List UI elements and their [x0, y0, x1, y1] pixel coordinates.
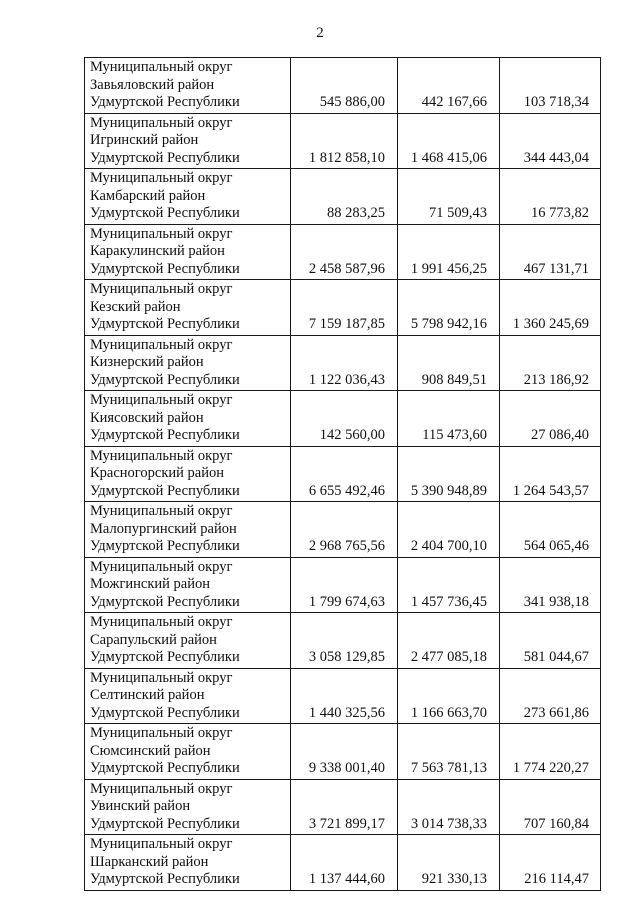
municipality-name-line2: Завьяловский район [90, 76, 215, 93]
amount-cell-1: 7 159 187,85 [291, 280, 398, 336]
table-row [85, 724, 601, 780]
amount-cell-3: 707 160,84 [500, 779, 601, 835]
table-row [85, 391, 601, 447]
municipality-name-line1: Муниципальный округ [90, 281, 233, 297]
table-row [85, 557, 601, 613]
municipality-name-line3: Удмуртской Республики [90, 149, 240, 166]
table-row [85, 58, 601, 114]
table-row [85, 446, 601, 502]
amount-cell-1: 6 655 492,46 [291, 446, 398, 502]
municipality-name-line2: Увинский район [90, 798, 191, 814]
amount-cell-3: 103 718,34 [500, 58, 601, 114]
amount-cell-3: 1 774 220,27 [500, 724, 601, 780]
municipality-name-cell [85, 613, 291, 669]
amount-cell-2: 1 166 663,70 [398, 668, 500, 724]
municipality-name-line1: Муниципальный округ [90, 225, 233, 242]
municipality-name-cell [85, 724, 291, 780]
municipality-name-line1: Муниципальный округ [90, 59, 233, 75]
amount-cell-1: 3 721 899,17 [291, 779, 398, 835]
municipality-name-line2: Кизнерский район [90, 354, 204, 370]
table-row [85, 502, 601, 558]
municipality-name-line3: Удмуртской Республики [90, 760, 240, 776]
municipality-name-line3: Удмуртской Республики [90, 593, 240, 610]
table-row [85, 668, 601, 724]
amount-cell-2: 1 457 736,45 [398, 557, 500, 613]
municipality-name-line1: Муниципальный округ [90, 614, 233, 630]
municipality-name-line1: Муниципальный округ [90, 725, 233, 741]
municipality-name-line3: Удмуртской Республики [90, 371, 240, 388]
municipality-name-cell [85, 502, 291, 558]
amount-cell-1: 3 058 129,85 [291, 613, 398, 669]
amount-cell-3: 273 661,86 [500, 668, 601, 724]
table-row [85, 835, 601, 891]
amount-cell-2: 5 798 942,16 [398, 280, 500, 336]
municipality-name-line3: Удмуртской Республики [90, 260, 240, 277]
amount-cell-1: 9 338 001,40 [291, 724, 398, 780]
amount-cell-3: 467 131,71 [500, 224, 601, 280]
municipality-name-line2: Киясовский район [90, 409, 204, 426]
municipality-name-line1: Муниципальный округ [90, 669, 233, 686]
municipality-name-line1: Муниципальный округ [90, 447, 233, 464]
amount-cell-1: 1 122 036,43 [291, 335, 398, 391]
municipality-name-cell [85, 113, 291, 169]
municipality-name-cell [85, 58, 291, 114]
municipality-name-line2: Можгинский район [90, 576, 210, 592]
municipality-name-cell [85, 335, 291, 391]
amount-cell-3: 564 065,46 [500, 502, 601, 558]
table-row [85, 613, 601, 669]
municipality-name-line2: Камбарский район [90, 187, 206, 204]
municipality-name-line1: Муниципальный округ [90, 558, 233, 575]
municipality-name-line3: Удмуртской Республики [90, 482, 240, 499]
municipality-name-line3: Удмуртской Республики [90, 649, 240, 665]
amount-cell-2: 5 390 948,89 [398, 446, 500, 502]
amount-cell-2: 908 849,51 [398, 335, 500, 391]
municipality-name-cell [85, 557, 291, 613]
municipality-name-line2: Шарканский район [90, 853, 209, 870]
municipality-name-line1: Муниципальный округ [90, 836, 233, 852]
municipality-name-line3: Удмуртской Республики [90, 704, 240, 721]
municipality-name-line2: Сюмсинский район [90, 742, 211, 759]
table-row [85, 113, 601, 169]
municipality-name-line2: Игринский район [90, 132, 199, 148]
table-row [85, 779, 601, 835]
allocation-table [84, 57, 601, 891]
page-number: 2 [316, 25, 324, 41]
municipality-name-line3: Удмуртской Республики [90, 205, 240, 221]
municipality-name-line3: Удмуртской Республики [90, 815, 240, 832]
table-row [85, 224, 601, 280]
municipality-name-line1: Муниципальный округ [90, 503, 233, 519]
municipality-name-cell [85, 391, 291, 447]
municipality-name-line1: Муниципальный округ [90, 392, 233, 408]
amount-cell-2: 1 468 415,06 [398, 113, 500, 169]
amount-cell-2: 71 509,43 [398, 169, 500, 225]
table-body [85, 58, 601, 891]
municipality-name-line3: Удмуртской Республики [90, 427, 240, 443]
amount-cell-1: 88 283,25 [291, 169, 398, 225]
amount-cell-2: 115 473,60 [398, 391, 500, 447]
municipality-name-line2: Сарапульский район [90, 631, 217, 648]
amount-cell-3: 581 044,67 [500, 613, 601, 669]
municipality-name-cell [85, 169, 291, 225]
amount-cell-3: 16 773,82 [500, 169, 601, 225]
amount-cell-3: 213 186,92 [500, 335, 601, 391]
municipality-name-line3: Удмуртской Республики [90, 316, 240, 332]
municipality-name-cell [85, 280, 291, 336]
table-row [85, 169, 601, 225]
amount-cell-2: 1 991 456,25 [398, 224, 500, 280]
municipality-name-line2: Каракулинский район [90, 243, 225, 259]
amount-cell-2: 921 330,13 [398, 835, 500, 891]
amount-cell-1: 2 968 765,56 [291, 502, 398, 558]
amount-cell-1: 1 812 858,10 [291, 113, 398, 169]
amount-cell-2: 3 014 738,33 [398, 779, 500, 835]
municipality-name-cell [85, 224, 291, 280]
municipality-name-line3: Удмуртской Республики [90, 538, 240, 554]
amount-cell-3: 341 938,18 [500, 557, 601, 613]
amount-cell-1: 1 799 674,63 [291, 557, 398, 613]
amount-cell-2: 7 563 781,13 [398, 724, 500, 780]
municipality-name-cell [85, 446, 291, 502]
amount-cell-1: 1 440 325,56 [291, 668, 398, 724]
municipality-name-cell [85, 779, 291, 835]
municipality-name-line2: Малопургинский район [90, 520, 237, 537]
municipality-name-line1: Муниципальный округ [90, 114, 233, 131]
municipality-name-line1: Муниципальный округ [90, 170, 233, 186]
table-row [85, 335, 601, 391]
amount-cell-1: 1 137 444,60 [291, 835, 398, 891]
municipality-name-line2: Кезский район [90, 298, 181, 315]
amount-cell-3: 1 264 543,57 [500, 446, 601, 502]
amount-cell-1: 2 458 587,96 [291, 224, 398, 280]
municipality-name-line3: Удмуртской Республики [90, 94, 240, 110]
municipality-name-line3: Удмуртской Республики [90, 871, 240, 887]
municipality-name-cell [85, 835, 291, 891]
amount-cell-3: 216 114,47 [500, 835, 601, 891]
amount-cell-3: 1 360 245,69 [500, 280, 601, 336]
municipality-name-line1: Муниципальный округ [90, 780, 233, 797]
municipality-name-line2: Красногорский район [90, 465, 224, 481]
amount-cell-3: 27 086,40 [500, 391, 601, 447]
table-row [85, 280, 601, 336]
municipality-name-line2: Селтинский район [90, 687, 205, 703]
amount-cell-2: 2 404 700,10 [398, 502, 500, 558]
amount-cell-3: 344 443,04 [500, 113, 601, 169]
municipality-name-cell [85, 668, 291, 724]
amount-cell-2: 442 167,66 [398, 58, 500, 114]
amount-cell-2: 2 477 085,18 [398, 613, 500, 669]
amount-cell-1: 545 886,00 [291, 58, 398, 114]
amount-cell-1: 142 560,00 [291, 391, 398, 447]
municipality-name-line1: Муниципальный округ [90, 336, 233, 353]
